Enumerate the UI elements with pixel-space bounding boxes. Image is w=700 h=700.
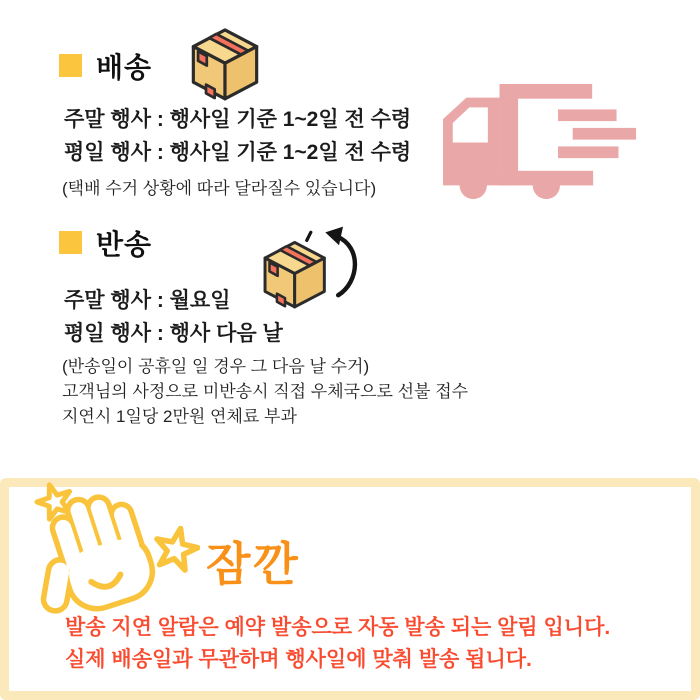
return-line: 평일 행사 : 행사 다음 날 xyxy=(64,322,283,345)
delivery-truck-icon xyxy=(443,84,638,203)
section-bullet-square xyxy=(59,54,82,77)
return-section-title: 반송 xyxy=(96,229,153,260)
return-note: (반송일이 공휴일 일 경우 그 다음 날 수거) xyxy=(62,357,370,376)
notice-title: 잠깐 xyxy=(206,538,301,590)
package-box-icon xyxy=(183,26,267,102)
return-note: 지연시 1일당 2만원 연체료 부과 xyxy=(62,407,297,426)
delivery-line: 평일 행사 : 행사일 기준 1~2일 전 수령 xyxy=(64,141,412,164)
waving-hand-icon xyxy=(28,480,200,614)
return-line: 주말 행사 : 월요일 xyxy=(64,289,231,312)
return-box-arrow-icon xyxy=(256,221,364,321)
return-note: 고객님의 사정으로 미반송시 직접 우체국으로 선불 접수 xyxy=(62,382,469,401)
section-bullet-square xyxy=(59,231,82,254)
delivery-line: 주말 행사 : 행사일 기준 1~2일 전 수령 xyxy=(64,108,412,131)
delivery-note: (택배 수거 상황에 따라 달라질수 있습니다) xyxy=(62,179,377,198)
notice-line: 발송 지연 알람은 예약 발송으로 자동 발송 되는 알림 입니다. xyxy=(65,616,611,639)
delivery-section-title: 배송 xyxy=(96,52,153,83)
sparkle-star-icon xyxy=(152,524,200,572)
notice-line: 실제 배송일과 무관하며 행사일에 맞춰 발송 됩니다. xyxy=(65,648,532,671)
